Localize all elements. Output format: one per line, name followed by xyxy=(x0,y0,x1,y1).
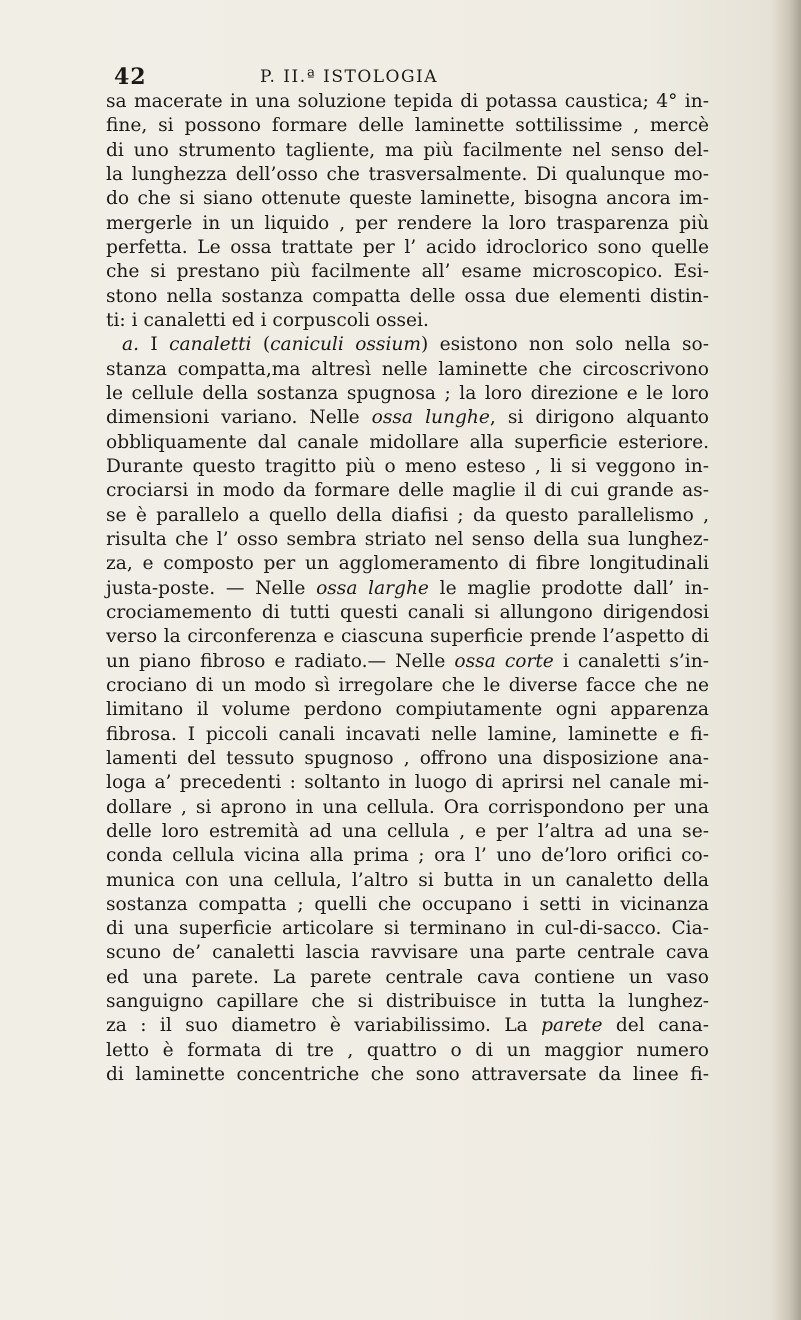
text-run: Durante questo tragitto più o meno esteso , li si veggono in- xyxy=(106,455,709,477)
text-line xyxy=(106,163,709,187)
text-line xyxy=(106,577,709,601)
text-line xyxy=(106,820,709,844)
text-line xyxy=(106,869,709,893)
text-line xyxy=(106,1014,709,1038)
italic-text: ossa corte xyxy=(454,650,554,672)
text-line xyxy=(106,528,709,552)
text-run: justa-poste. — Nelle xyxy=(106,577,317,599)
text-run: ) esistono non solo nella so- xyxy=(421,334,709,356)
text-run: crociarsi in modo da formare delle maglie il di cui grande as- xyxy=(106,480,709,502)
text-line xyxy=(106,844,709,868)
text-run: , si dirigono alquanto xyxy=(489,407,709,429)
italic-text: ossa lunghe xyxy=(371,407,490,429)
page-header xyxy=(100,64,700,90)
text-line xyxy=(106,698,709,722)
text-run: di una superficie articolare si terminano in cul-di-sacco. Cia- xyxy=(106,918,709,940)
text-line xyxy=(106,406,709,430)
text-line xyxy=(106,893,709,917)
text-line xyxy=(106,382,709,406)
text-line xyxy=(106,723,709,747)
text-line xyxy=(106,796,709,820)
italic-text: parete xyxy=(541,1015,603,1037)
text-line xyxy=(106,333,709,357)
text-line xyxy=(106,917,709,941)
italic-text: a. xyxy=(122,334,151,356)
text-run: risulta che l’ osso sembra striato nel senso della sua lunghez- xyxy=(106,528,709,550)
text-run: za, e composto per un agglomeramento di fibre longitudinali xyxy=(106,553,709,575)
text-line xyxy=(106,552,709,576)
text-run: se è parallelo a quello della diafisi ; da questo parallelismo , xyxy=(106,504,709,526)
text-run: limitano il volume perdono compiutamente ogni apparenza xyxy=(106,699,709,721)
text-run: ( xyxy=(251,334,271,356)
text-run: conda cellula vicina alla prima ; ora l’ uno de’loro orifici co- xyxy=(106,845,709,867)
text-line xyxy=(106,771,709,795)
text-run: di laminette concentriche che sono attraversate da linee fi- xyxy=(106,1064,709,1086)
text-line xyxy=(106,358,709,382)
text-run: do che si siano ottenute queste laminette, bisogna ancora im- xyxy=(106,188,709,210)
text-run: za : il suo diametro è variabilissimo. La xyxy=(106,1015,542,1037)
text-line xyxy=(106,479,709,503)
text-line xyxy=(106,431,709,455)
text-run: sostanza compatta ; quelli che occupano i setti in vicinanza xyxy=(106,893,709,915)
italic-text: caniculi ossium xyxy=(270,334,422,356)
text-line xyxy=(106,236,709,260)
text-run: I xyxy=(150,334,170,356)
text-run: che si prestano più facilmente all’ esame microscopico. Esi- xyxy=(106,261,709,283)
text-line xyxy=(106,455,709,479)
text-run: scuno de’ canaletti lascia ravvisare una parte centrale cava xyxy=(106,942,709,964)
text-line xyxy=(106,650,709,674)
text-run: delle loro estremità ad una cellula , e per l’altra ad una se- xyxy=(106,820,709,842)
text-run: fibrosa. I piccoli canali incavati nelle lamine, laminette e fi- xyxy=(106,723,709,745)
text-run: un piano fibroso e radiato.— Nelle xyxy=(106,650,455,672)
text-run: stono nella sostanza compatta delle ossa due elementi distin- xyxy=(106,285,709,307)
text-run: perfetta. Le ossa trattate per l’ acido idroclorico sono quelle xyxy=(106,236,709,258)
body-text xyxy=(106,90,709,1087)
text-run: crociamemento di tutti questi canali si allungono dirigendosi xyxy=(106,601,709,623)
text-line xyxy=(106,212,709,236)
text-line xyxy=(106,285,709,309)
text-line xyxy=(106,990,709,1014)
text-line xyxy=(106,187,709,211)
text-line xyxy=(106,941,709,965)
text-line xyxy=(106,625,709,649)
text-line xyxy=(106,90,709,114)
page-number: 42 xyxy=(114,64,147,90)
text-run: i canaletti s’in- xyxy=(553,650,709,672)
text-run: lamenti del tessuto spugnoso , offrono una disposizione ana- xyxy=(106,747,709,769)
text-run: loga a’ precedenti : soltanto in luogo di aprirsi nel canale mi- xyxy=(106,772,709,794)
text-line xyxy=(106,966,709,990)
text-line xyxy=(106,674,709,698)
text-line xyxy=(106,504,709,528)
text-run: le maglie prodotte dall’ in- xyxy=(428,577,710,599)
text-run: letto è formata di tre , quattro o di un maggior numero xyxy=(106,1039,709,1061)
text-run: verso la circonferenza e ciascuna superficie prende l’aspetto di xyxy=(106,626,709,648)
text-line xyxy=(106,1063,709,1087)
text-run: ed una parete. La parete centrale cava contiene un vaso xyxy=(106,966,709,988)
text-run: sa macerate in una soluzione tepida di potassa caustica; 4° in- xyxy=(106,91,709,112)
text-line xyxy=(106,114,709,138)
text-run: di uno strumento tagliente, ma più facilmente nel senso del- xyxy=(106,139,709,161)
text-run: mergerle in un liquido , per rendere la loro trasparenza più xyxy=(106,212,709,234)
text-line xyxy=(106,601,709,625)
running-head: P. II.ª ISTOLOGIA xyxy=(260,67,439,87)
text-line xyxy=(106,139,709,163)
text-line xyxy=(106,309,709,333)
text-run: fine, si possono formare delle laminette sottilissime , mercè xyxy=(106,115,709,137)
text-line xyxy=(106,747,709,771)
text-run: dollare , si aprono in una cellula. Ora corrispondono per una xyxy=(106,796,709,818)
italic-text: ossa larghe xyxy=(316,577,429,599)
text-run: sanguigno capillare che si distribuisce in tutta la lunghez- xyxy=(106,991,709,1013)
text-run: dimensioni variano. Nelle xyxy=(106,407,372,429)
text-run: ti: i canaletti ed i corpuscoli ossei. xyxy=(106,309,429,331)
text-run: obbliquamente dal canale midollare alla superficie esteriore. xyxy=(106,431,709,453)
text-run: crociano di un modo sì irregolare che le diverse facce che ne xyxy=(106,674,709,696)
text-run: stanza compatta,ma altresì nelle laminette che circoscrivono xyxy=(106,358,709,380)
text-run: la lunghezza dell’osso che trasversalmente. Di qualunque mo- xyxy=(106,163,709,185)
italic-text: canaletti xyxy=(169,334,252,356)
text-run: le cellule della sostanza spugnosa ; la loro direzione e le loro xyxy=(106,382,709,404)
page-edge-shadow xyxy=(771,0,801,1320)
text-line xyxy=(106,260,709,284)
text-run: del cana- xyxy=(602,1015,709,1037)
text-line xyxy=(106,1039,709,1063)
text-run: munica con una cellula, l’altro si butta in un canaletto della xyxy=(106,869,709,891)
